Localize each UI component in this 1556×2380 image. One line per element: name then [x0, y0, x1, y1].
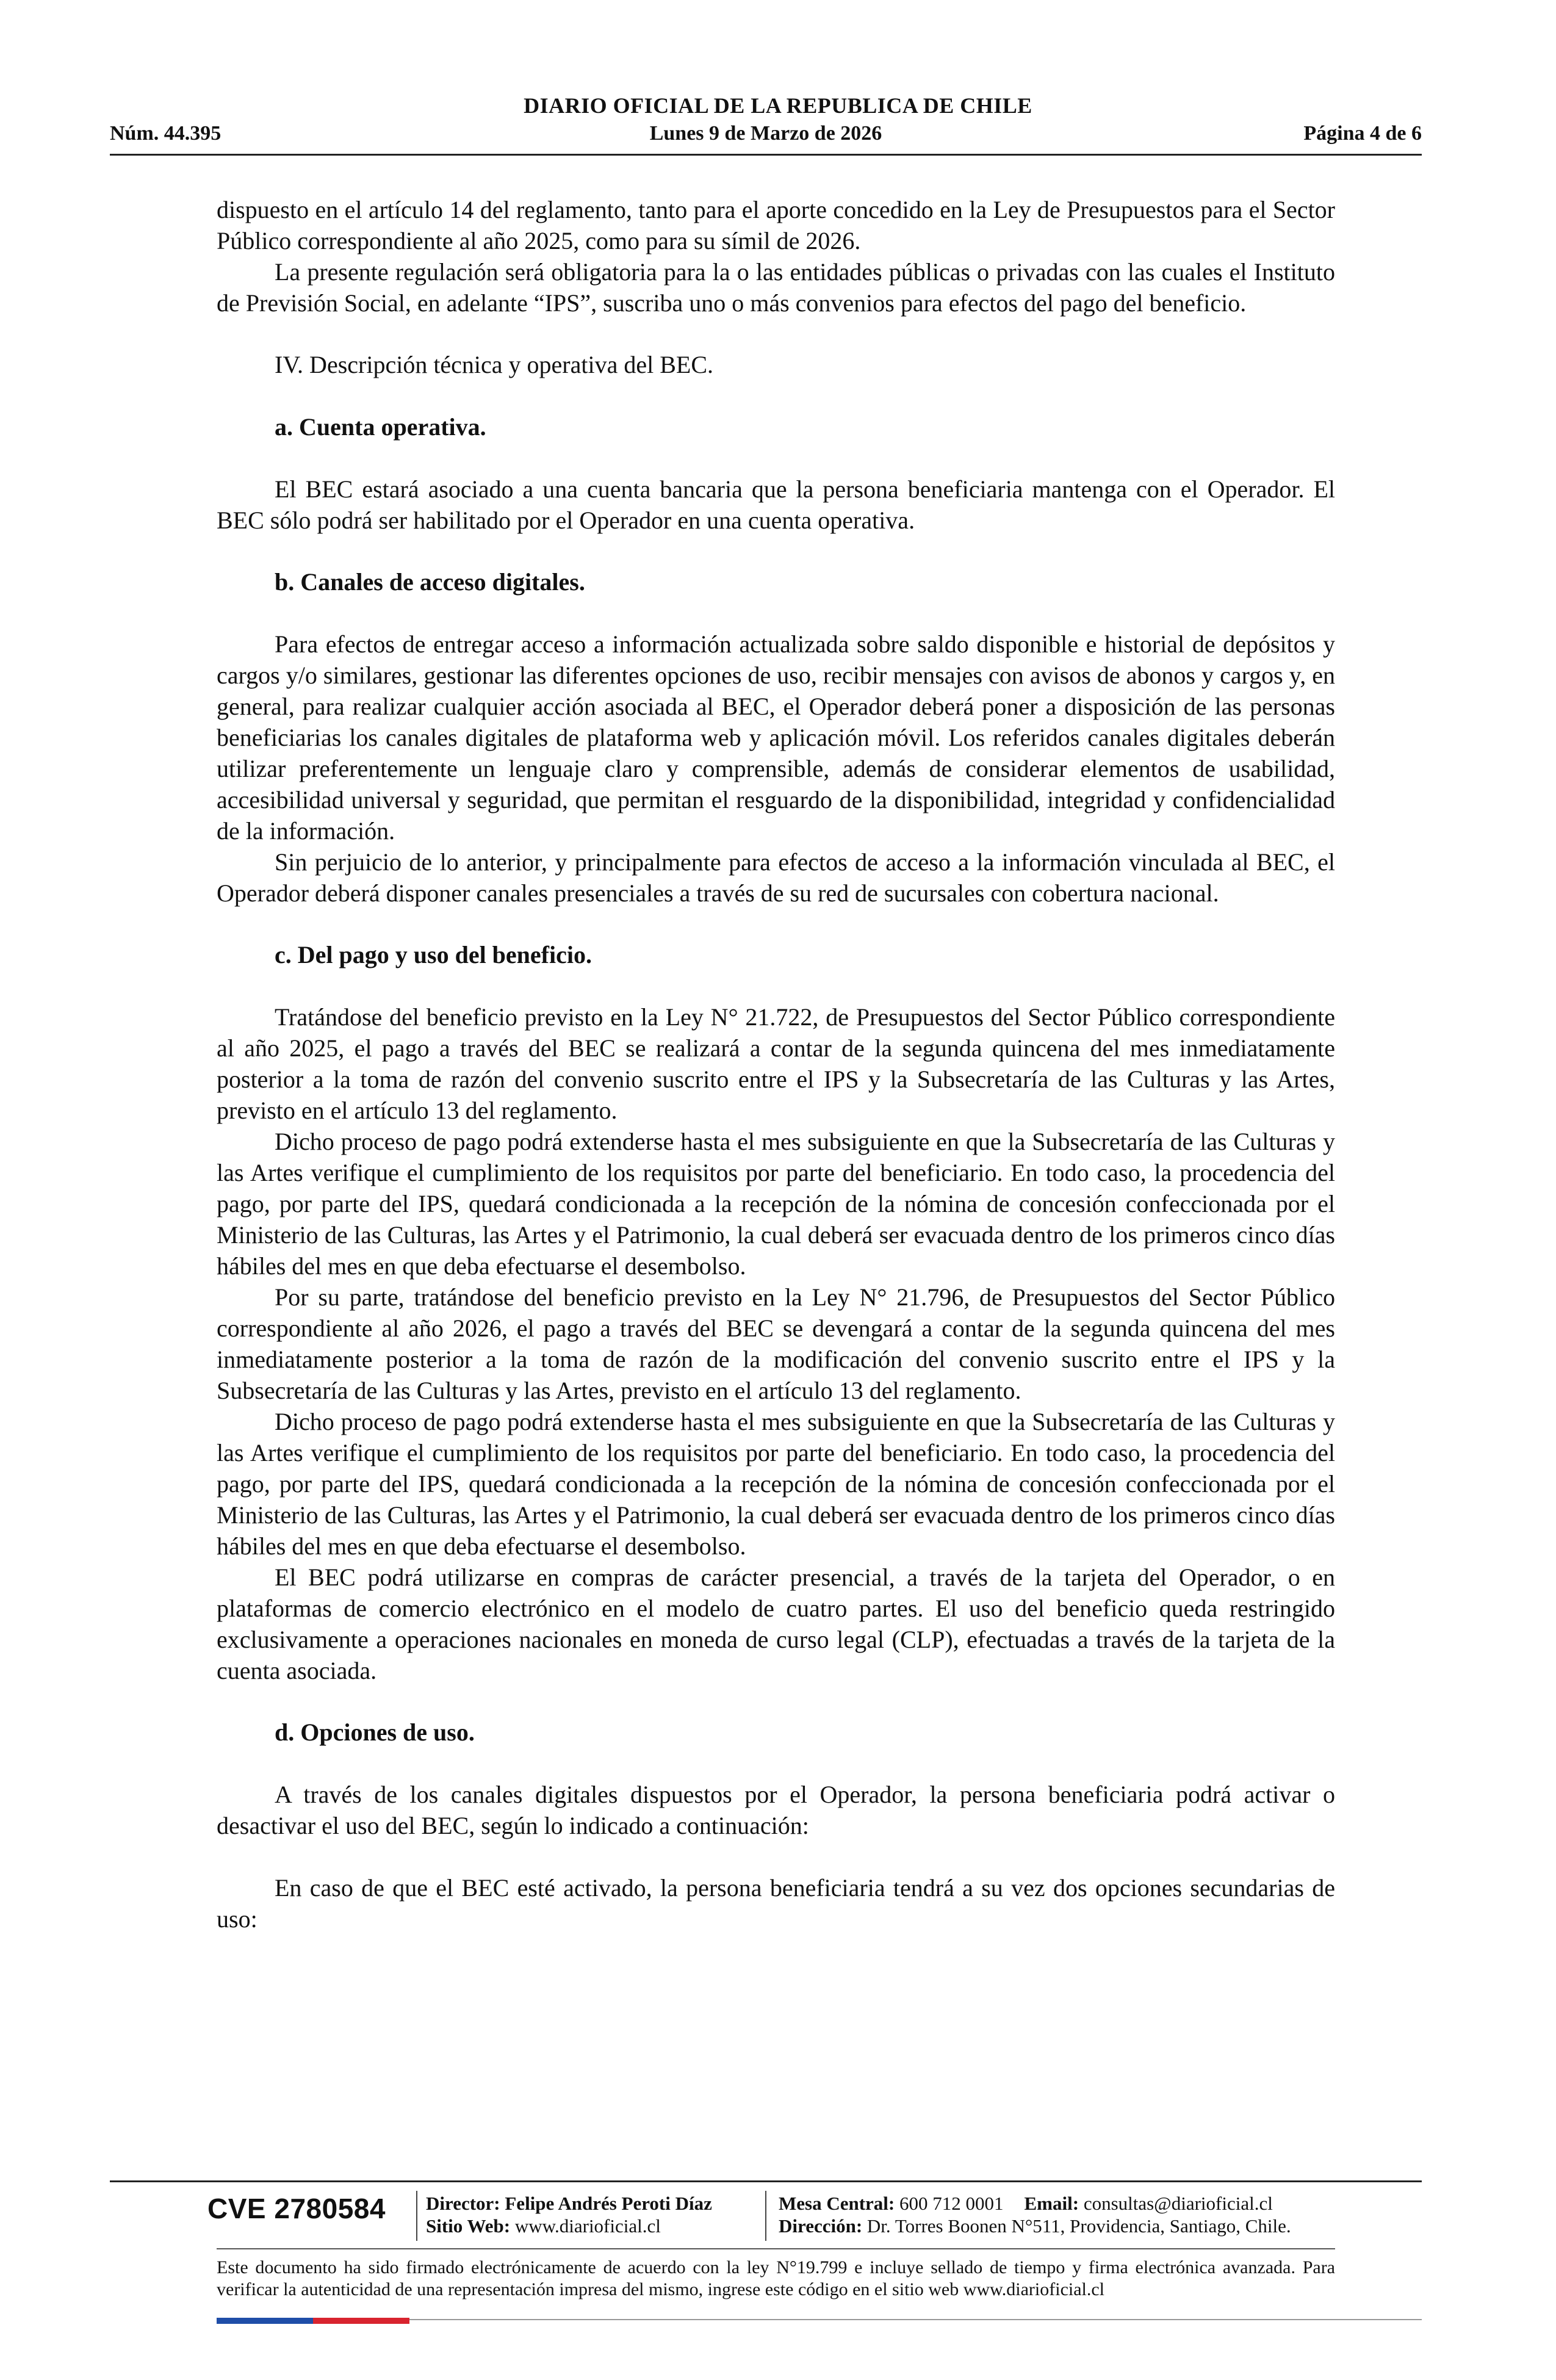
- paragraph: En caso de que el BEC esté activado, la persona beneficiaria tendrá a su vez dos opciones secundarias de uso:: [217, 1874, 1335, 1933]
- paragraph: A través de los canales digitales dispuestos por el Operador, la persona beneficiaria podrá activar o desactivar el uso del BEC, según lo indicado a continuación:: [217, 1781, 1335, 1839]
- mesa-central-phone: 600 712 0001: [899, 2193, 1004, 2214]
- paragraph: Sin perjuicio de lo anterior, y principalmente para efectos de acceso a la información vinculada al BEC, el Operador deberá disponer canales presenciales a través de su red de sucursales con cobertura nacional.: [217, 848, 1335, 907]
- issue-date: Lunes 9 de Marzo de 2026: [649, 122, 882, 145]
- paragraph: El BEC estará asociado a una cuenta bancaria que la persona beneficiaria mantenga con el Operador. El BEC sólo podrá ser habilitado por el Operador en una cuenta operativa.: [217, 475, 1335, 534]
- section-heading-iv: IV. Descripción técnica y operativa del BEC.: [275, 351, 714, 378]
- document-body: [217, 194, 1335, 1935]
- spacer: [217, 1841, 1335, 1872]
- paragraph: Dicho proceso de pago podrá extenderse hasta el mes subsiguiente en que la Subsecretaría de las Culturas y las Artes verifique el cumplimiento de los requisitos por parte del beneficiario. En todo caso, la procedencia del pago, por parte del IPS, quedará condicionada a la recepción de la nómina de concesión confeccionada por el Ministerio de las Culturas, las Artes y el Patrimonio, la cual deberá ser evacuada dentro de los primeros cinco días hábiles del mes en que deba efectuarse el desembolso.: [217, 1128, 1335, 1280]
- footer-divider: [110, 2180, 1422, 2182]
- footer-divider: [217, 2248, 1335, 2249]
- section-heading-a: a. Cuenta operativa.: [275, 413, 486, 441]
- paragraph: El BEC podrá utilizarse en compras de carácter presencial, a través de la tarjeta del Operador, o en plataformas de comercio electrónico en el modelo de cuatro partes. El uso del beneficio queda restringido exclusivamente a operaciones nacionales en moneda de curso legal (CLP), efectuadas a través de la tarjeta de la cuenta asociada.: [217, 1563, 1335, 1684]
- flag-stripe-red: [313, 2318, 409, 2324]
- flag-stripe-blue: [217, 2318, 313, 2324]
- website-label: Sitio Web:: [426, 2215, 511, 2237]
- signature-notice: Este documento ha sido firmado electrónicamente de acuerdo con la ley N°19.799 e incluye sellado de tiempo y firma electrónica avanzada. Para verificar la autenticidad de una representación impresa del mismo, ingrese este código en el sitio web www.diarioficial.cl: [217, 2257, 1335, 2299]
- footer-director-block: [426, 2192, 712, 2237]
- address-label: Dirección:: [779, 2215, 863, 2237]
- paragraph: Por su parte, tratándose del beneficio previsto en la Ley N° 21.796, de Presupuestos del Sector Público correspondiente al año 2026, el pago a través del BEC se devengará a contar de la segunda quincena del mes inmediatamente posterior a la toma de razón de la modificación del convenio suscrito entre el IPS y la Subsecretaría de las Culturas y las Artes, previsto en el artículo 13 del reglamento.: [217, 1283, 1335, 1404]
- footer-separator: [765, 2191, 766, 2241]
- paragraph: La presente regulación será obligatoria para la o las entidades públicas o privadas con las cuales el Instituto de Previsión Social, en adelante “IPS”, suscriba uno o más convenios para efectos del pago del beneficio.: [217, 258, 1335, 317]
- paragraph: Para efectos de entregar acceso a información actualizada sobre saldo disponible e historial de depósitos y cargos y/o similares, gestionar las diferentes opciones de uso, recibir mensajes con avisos de abonos y cargos y, en general, para realizar cualquier acción asociada al BEC, el Operador deberá poner a disposición de las personas beneficiarias los canales digitales de plataforma web y aplicación móvil. Los referidos canales digitales deberán utilizar preferentemente un lenguaje claro y comprensible, además de considerar elementos de usabilidad, accesibilidad universal y seguridad, que permitan el resguardo de la disponibilidad, integridad y confidencialidad de la información.: [217, 630, 1335, 845]
- header-row: [110, 122, 1422, 149]
- paragraph: Tratándose del beneficio previsto en la Ley N° 21.722, de Presupuestos del Sector Público correspondiente al año 2025, el pago a través del BEC se realizará a contar de la segunda quincena del mes inmediatamente posterior a la toma de razón del convenio suscrito entre el IPS y la Subsecretaría de las Culturas y las Artes, previsto en el artículo 13 del reglamento.: [217, 1003, 1335, 1124]
- address-value: Dr. Torres Boonen N°511, Providencia, Santiago, Chile.: [866, 2215, 1291, 2237]
- page-indicator: Página 4 de 6: [1303, 122, 1422, 145]
- director-name: Felipe Andrés Peroti Díaz: [505, 2193, 712, 2214]
- mesa-central-label: Mesa Central:: [779, 2193, 895, 2214]
- email-label: Email:: [1024, 2193, 1079, 2214]
- paragraph: dispuesto en el artículo 14 del reglamento, tanto para el aporte concedido en la Ley de Presupuestos para el Sector Público correspondiente al año 2025, como para su símil de 2026.: [217, 196, 1335, 254]
- director-label: Director:: [426, 2193, 500, 2214]
- section-heading-d: d. Opciones de uso.: [275, 1718, 475, 1746]
- newspaper-title: DIARIO OFICIAL DE LA REPUBLICA DE CHILE: [524, 93, 1032, 118]
- website-link[interactable]: www.diarioficial.cl: [514, 2215, 661, 2237]
- email-link[interactable]: consultas@diarioficial.cl: [1083, 2193, 1273, 2214]
- section-heading-b: b. Canales de acceso digitales.: [275, 568, 585, 596]
- footer-separator: [416, 2191, 417, 2241]
- footer-contact-block: [779, 2192, 1291, 2237]
- issue-number: Núm. 44.395: [110, 122, 222, 145]
- paragraph: Dicho proceso de pago podrá extenderse hasta el mes subsiguiente en que la Subsecretaría de las Culturas y las Artes verifique el cumplimiento de los requisitos por parte del beneficiario. En todo caso, la procedencia del pago, por parte del IPS, quedará condicionada a la recepción de la nómina de concesión confeccionada por el Ministerio de las Culturas, las Artes y el Patrimonio, la cual deberá ser evacuada dentro de los primeros cinco días hábiles del mes en que deba efectuarse el desembolso.: [217, 1408, 1335, 1560]
- header-divider: [110, 154, 1422, 156]
- cve-code: CVE 2780584: [207, 2193, 386, 2224]
- section-heading-c: c. Del pago y uso del beneficio.: [275, 941, 592, 968]
